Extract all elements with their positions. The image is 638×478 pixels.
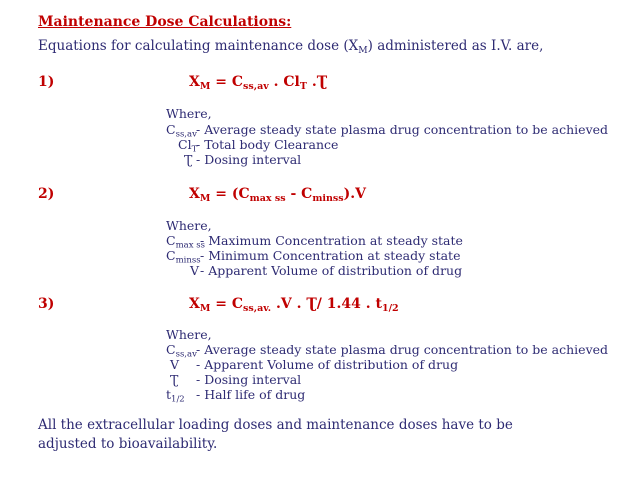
formula-part: .Ʈ — [306, 74, 328, 90]
formula-part: M — [199, 192, 211, 204]
definition-symbol: Ʈ — [170, 372, 179, 387]
eq1-def-1 — [166, 122, 609, 140]
equation-2-formula — [189, 186, 366, 202]
intro-before: Equations for calculating maintenance dose (X — [38, 38, 359, 54]
definition-symbol: V — [170, 357, 180, 372]
definition-symbol: V — [190, 263, 200, 278]
eq2-def-3 — [190, 263, 462, 278]
definition-text: - Minimum Concentration at steady state — [200, 248, 461, 263]
formula-part: .V . Ʈ/ 1.44 . t — [271, 296, 382, 312]
formula-part: T — [299, 80, 307, 92]
definition-symbol: $C_{max ss}$ — [166, 233, 205, 251]
formula-part: 1/2 — [381, 302, 399, 314]
formula-part: X — [189, 74, 200, 90]
formula-part: . Cl — [268, 74, 300, 90]
definition-text: - Apparent Volume of distribution of drug — [200, 263, 463, 278]
equation-3-formula — [189, 296, 399, 312]
page-title: Maintenance Dose Calculations: — [38, 14, 292, 30]
equation-2-number: 2) — [38, 186, 55, 202]
formula-part: - C — [285, 186, 313, 202]
eq1-def-3 — [184, 152, 301, 167]
formula-part: X — [189, 296, 200, 312]
intro-text — [38, 38, 543, 54]
definition-text: - Dosing interval — [196, 372, 302, 387]
formula-part: ).V — [343, 186, 367, 202]
definition-text: - Maximum Concentration at steady state — [200, 233, 463, 248]
formula-part: M — [199, 302, 211, 314]
definition-symbol: $C_{minss}$ — [166, 248, 201, 266]
equation-3-where: Where, — [166, 327, 212, 342]
formula-part: ss,av — [243, 80, 269, 92]
formula-part: ss,av. — [243, 302, 272, 314]
equation-1-where: Where, — [166, 106, 212, 121]
eq3-def-2 — [170, 357, 458, 372]
formula-part: = (C — [210, 186, 250, 202]
definition-text: - Average steady state plasma drug concentration to be achieved — [196, 342, 609, 357]
eq3-def-1 — [166, 342, 609, 360]
equation-1-formula — [189, 74, 327, 90]
eq2-def-2 — [166, 248, 461, 266]
equation-3-number: 3) — [38, 296, 55, 312]
definition-text: - Average steady state plasma drug concentration to be achieved — [196, 122, 609, 137]
formula-part: M — [199, 80, 211, 92]
formula-part: minss — [312, 192, 344, 204]
formula-part: max ss — [249, 192, 286, 204]
definition-symbol: $t_{1/2}$ — [166, 387, 185, 405]
definition-symbol: Ʈ — [184, 152, 193, 167]
definition-text: - Total body Clearance — [196, 137, 339, 152]
intro-after: ) administered as I.V. are, — [367, 38, 544, 54]
definition-symbol: $Cl_T$ — [178, 137, 198, 155]
intro-sub: M — [358, 44, 368, 56]
definition-text: - Dosing interval — [196, 152, 302, 167]
definition-text: - Half life of drug — [196, 387, 306, 402]
eq3-def-4 — [166, 387, 306, 405]
equation-1-number: 1) — [38, 74, 55, 90]
definition-symbol: $C_{ss,av}$ — [166, 342, 197, 360]
footer-note: All the extracellular loading doses and maintenance doses have to be adjusted to bioavailability. — [38, 417, 513, 452]
eq3-def-3 — [170, 372, 301, 387]
formula-part: = C — [210, 74, 244, 90]
eq1-def-2 — [178, 137, 339, 155]
formula-part: = C — [210, 296, 244, 312]
formula-part: X — [189, 186, 200, 202]
definition-symbol: $C_{ss,av}$ — [166, 122, 197, 140]
definition-text: - Apparent Volume of distribution of drug — [196, 357, 459, 372]
eq2-def-1 — [166, 233, 463, 251]
equation-2-where: Where, — [166, 218, 212, 233]
